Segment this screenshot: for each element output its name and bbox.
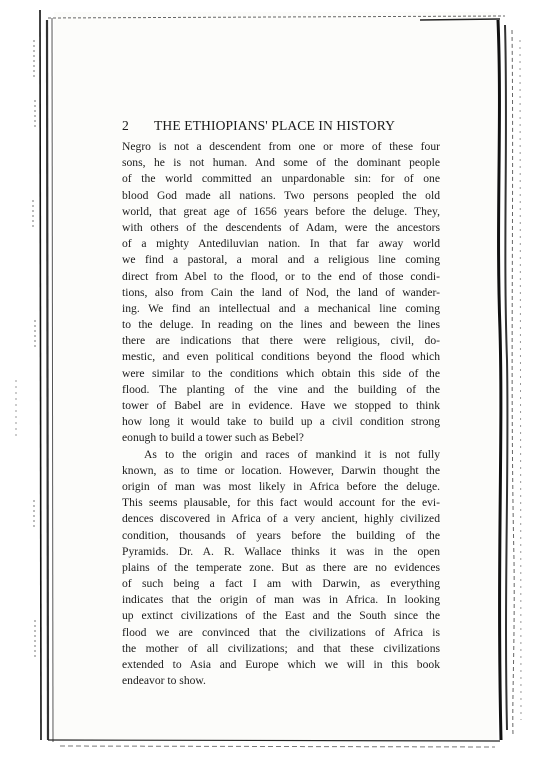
text-line: ing. We find an intellectual and a mechanical line coming xyxy=(122,301,440,315)
text-line: tower of Babel are in evidence. Have we stopped to think xyxy=(122,399,440,412)
text-line: there are indications that there were religious, civil, do- xyxy=(122,334,440,348)
text-line: dences discovered in Africa of a very ancient, highly civilized xyxy=(122,512,440,526)
text-line: how long it would take to build up a civil condition strong xyxy=(122,415,440,429)
text-line: eonugh to build a tower such as Bebel? xyxy=(122,431,304,445)
text-line: extended to Asia and Europe which we will in this book xyxy=(122,658,440,671)
text-line: direct from Abel to the flood, or to the end of those condi- xyxy=(122,269,440,283)
text-line: with others of the descendents of Adam, were the ancestors xyxy=(122,220,440,234)
text-line: we find a pastoral, a moral and a religious line coming xyxy=(122,253,440,267)
text-line: origin of man was most likely in Africa before the deluge. xyxy=(122,479,440,493)
text-line: This seems plausable, for this fact would account for the evi- xyxy=(122,496,440,510)
text-line: flood. The planting of the vine and the building of the xyxy=(122,382,440,396)
text-line: Pyramids. Dr. A. R. Wallace thinks it was in the open xyxy=(122,544,440,558)
running-head-title: THE ETHIOPIANS' PLACE IN HISTORY xyxy=(154,118,396,133)
text-line: flood we are convinced that the civilizations of Africa is xyxy=(122,625,440,639)
text-line: blood God made all nations. Two persons peopled the old xyxy=(122,188,440,202)
text-line: known, as to time or location. However, Darwin thought the xyxy=(122,463,440,477)
paragraph xyxy=(122,139,440,447)
text-line: tions, also from Cain the land of Nod, the land of wander- xyxy=(122,285,440,299)
text-line: of the world committed an unpardonable sin: for of one xyxy=(122,172,440,186)
text-line: of a mighty Antediluvian nation. In that far away world xyxy=(122,237,440,251)
text-line: indicates that the origin of man was in Africa. In looking xyxy=(122,593,440,607)
text-line: the mother of all civilizations; and that these civilizations xyxy=(122,641,440,655)
text-line: to the deluge. In reading on the lines and beween the lines xyxy=(122,318,440,332)
paragraph xyxy=(122,447,440,690)
text-line: of such being a fact I am with Darwin, as everything xyxy=(122,577,440,591)
text-line: endeavor to show. xyxy=(122,674,206,688)
text-line: As to the origin and races of mankind it is not fully xyxy=(144,447,440,461)
text-line: up extinct civilizations of the East and the South since the xyxy=(122,609,440,623)
text-line: mestic, and even political conditions beyond the flood which xyxy=(122,350,440,364)
text-line: condition, thousands of years before the building of the xyxy=(122,528,440,542)
running-header xyxy=(122,118,422,134)
text-line: sons, he is not human. And some of the dominant people xyxy=(122,156,440,170)
body-text xyxy=(122,139,440,689)
page-number: 2 xyxy=(122,118,129,133)
text-line: were similar to the conditions which obtain this side of the xyxy=(122,366,440,380)
text-line: plains of the temperate zone. But as there are no evidences xyxy=(122,560,440,574)
text-line: world, that great age of 1656 years before the deluge. They, xyxy=(122,204,440,218)
text-line: Negro is not a descendent from one or more of these four xyxy=(122,140,440,153)
